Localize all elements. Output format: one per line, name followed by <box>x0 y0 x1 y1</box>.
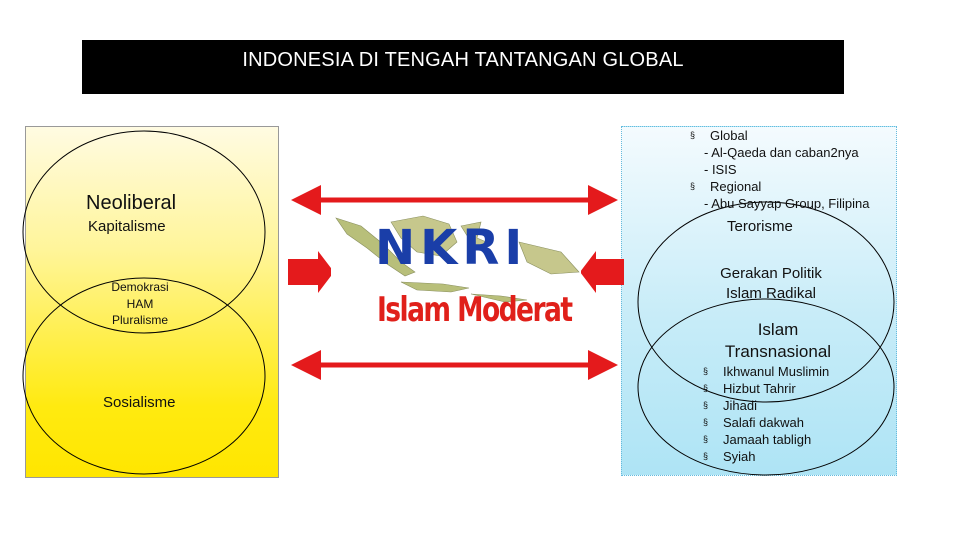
right-block-arrow <box>580 251 624 293</box>
kapitalisme-label: Kapitalisme <box>88 218 166 235</box>
list-item: § Hizbut Tahrir <box>703 381 796 396</box>
ham-label: HAM <box>126 297 154 311</box>
islam-transnasional-label-line1: Islam <box>757 320 799 339</box>
pluralisme-label: Pluralisme <box>111 313 168 327</box>
list-item: - ISIS <box>704 162 737 177</box>
slide-title-text: INDONESIA DI TENGAH TANTANGAN GLOBAL <box>242 49 684 71</box>
nkri-label: NKRI <box>375 220 528 276</box>
islam-moderat-label: Islam Moderat <box>377 290 572 330</box>
list-item: § Jamaah tabligh <box>703 432 812 447</box>
list-item: - Abu Sayyap Group, Filipina <box>704 196 870 211</box>
list-item: § Ikhwanul Muslimin <box>703 364 830 379</box>
list-item: § Global <box>690 128 748 143</box>
demokrasi-label: Demokrasi <box>111 280 169 294</box>
terorisme-label: Terorisme <box>727 218 793 235</box>
gerakan-politik-label-line1: Gerakan Politik <box>720 265 822 282</box>
list-item: § Regional <box>690 179 762 194</box>
list-item: § Jihadi <box>703 398 757 413</box>
gerakan-politik-label-line2: Islam Radikal <box>725 285 817 302</box>
neoliberal-label: Neoliberal <box>86 192 177 214</box>
list-item: § Syiah <box>703 449 756 464</box>
transnasional-group-list <box>703 363 829 465</box>
nkri-map-image <box>331 212 581 347</box>
islam-transnasional-label-line2: Transnasional <box>724 342 832 361</box>
left-block-arrow <box>288 251 334 293</box>
sosialisme-label: Sosialisme <box>103 394 176 411</box>
list-item: - Al-Qaeda dan caban2nya <box>704 145 859 160</box>
terror-group-list <box>690 127 869 212</box>
list-item: § Salafi dakwah <box>703 415 804 430</box>
